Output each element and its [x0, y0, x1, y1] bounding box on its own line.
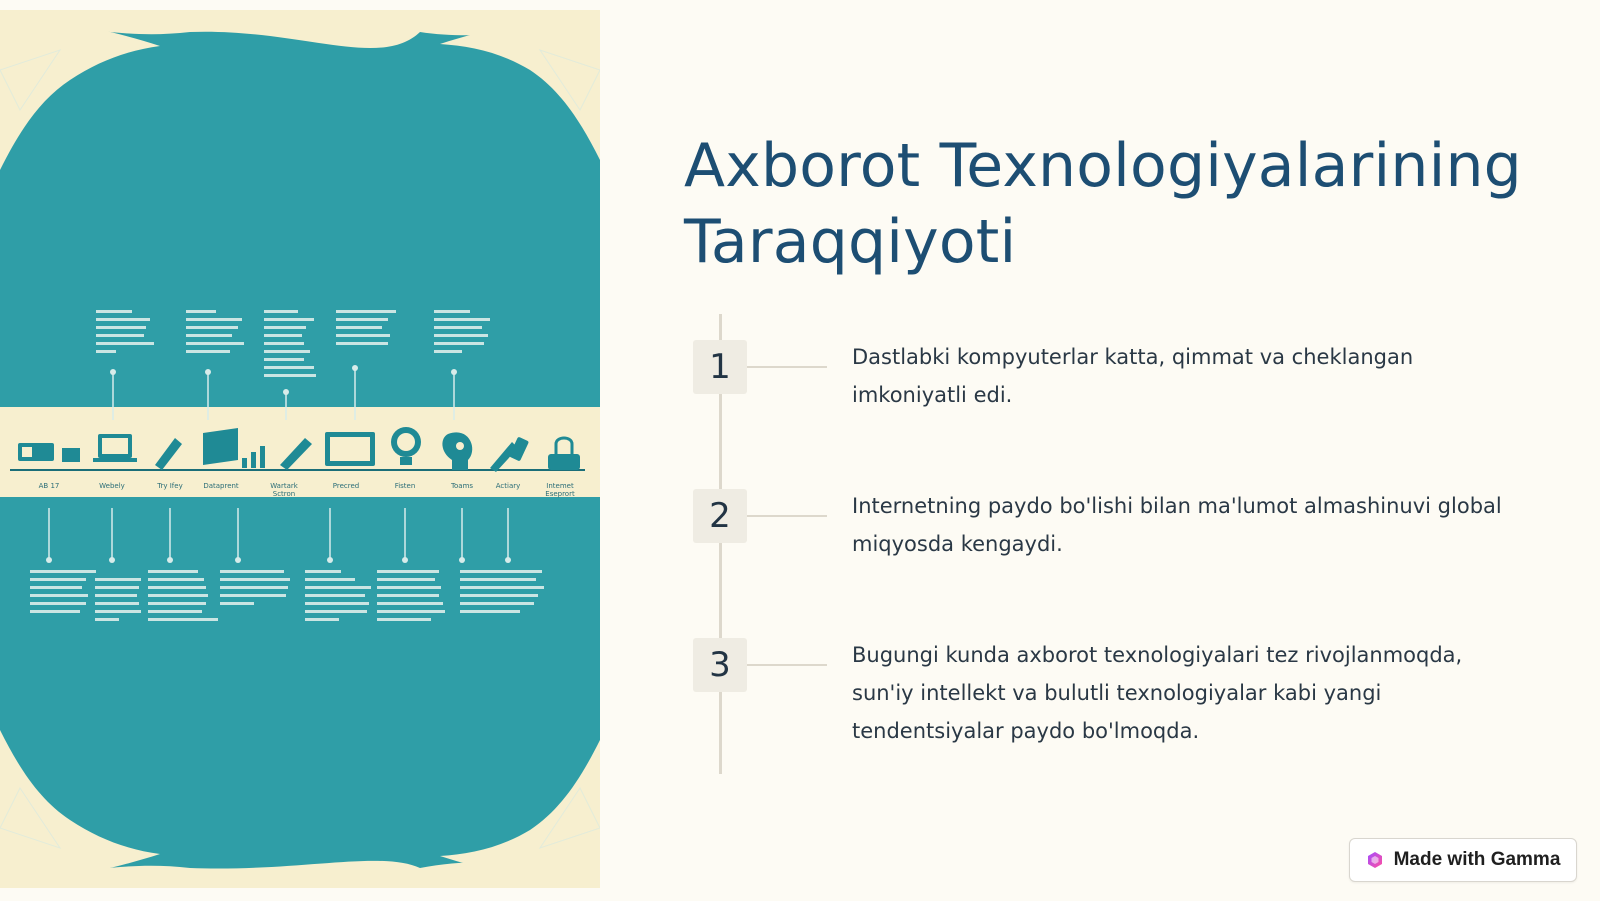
step-text: Dastlabki kompyuterlar katta, qimmat va cheklangan imkoniyatli edi. [852, 345, 1414, 407]
gamma-badge-label: Made with Gamma [1393, 849, 1561, 870]
illustration-graphic [0, 10, 600, 888]
step-number-badge: 1 [693, 340, 747, 394]
illustration-timeline-label: Dataprent [203, 482, 239, 490]
slide-title: Axborot Texnologiyalarining Taraqqiyoti [684, 131, 1522, 277]
step-number-badge: 3 [693, 638, 747, 692]
step-text: Internetning paydo bo'lishi bilan ma'lumot almashinuvi global miqyosda kengaydi. [852, 494, 1502, 556]
step-number-badge: 2 [693, 489, 747, 543]
gamma-logo-icon [1366, 851, 1384, 869]
step-connector [747, 515, 827, 517]
illustration-timeline-label: Wartark [270, 482, 298, 490]
illustration-timeline-label: Eseprort [545, 490, 575, 498]
illustration-timeline-label: Webely [99, 482, 125, 490]
illustration-timeline-label: Sctron [272, 490, 296, 498]
illustration-timeline-label: Actiary [495, 482, 521, 490]
illustration-timeline-label: AB 17 [38, 482, 60, 490]
illustration-timeline-label: Precred [332, 482, 360, 490]
illustration-timeline-label: Intemet [546, 482, 574, 490]
illustration-timeline-label: Try Ifey [157, 482, 183, 490]
timeline-illustration [0, 10, 600, 888]
illustration-timeline-label: Fisten [394, 482, 416, 490]
step-connector [747, 366, 827, 368]
illustration-timeline-label: Toams [450, 482, 474, 490]
step-connector [747, 664, 827, 666]
step-text: Bugungi kunda axborot texnologiyalari tez rivojlanmoqda, sun'iy intellekt va bulutli texnologiyalar kabi yangi tendentsiyalar paydo bo'lmoqda. [852, 643, 1463, 743]
made-with-gamma-button[interactable] [1349, 838, 1577, 882]
